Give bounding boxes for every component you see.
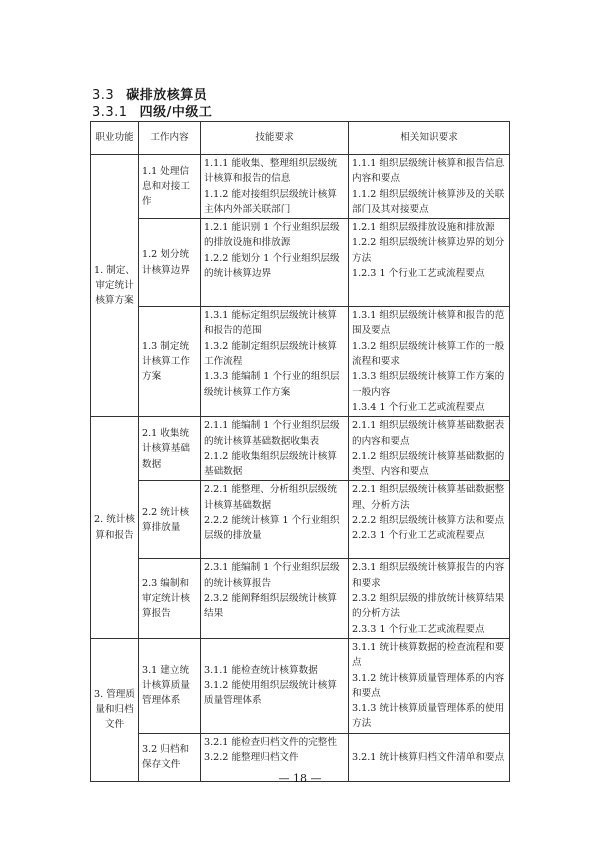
work-content-cell: 1.2 划分统计核算边界 — [139, 219, 201, 307]
work-content-cell: 1.3 制定统计核算工作方案 — [139, 307, 201, 417]
table-row — [91, 638, 510, 733]
knowledge-item: 2.1.2 组织层级统计核算基础数据的类型、内容和要点 — [352, 450, 505, 478]
skill-item: 2.3.2 能阐释组织层级统计核算结果 — [204, 593, 337, 620]
knowledge-cell — [349, 481, 510, 559]
table-row — [91, 481, 510, 559]
skill-item: 1.3.1 能标定组织层级统计核算和报告的范围 — [204, 310, 337, 337]
skill-item: 1.1.2 能对接组织层级统计核算主体内外部关联部门 — [204, 188, 337, 215]
knowledge-item: 2.2.3 1 个行业工艺或流程要点 — [352, 530, 485, 542]
knowledge-item: 2.2.1 组织层级统计核算基础数据整理、分析方法 — [352, 484, 505, 511]
function-cell: 3. 管理质量和归档文件 — [91, 638, 139, 781]
skills-cell — [201, 417, 349, 481]
skill-item: 3.2.2 能整理归档文件 — [204, 752, 299, 764]
knowledge-item: 1.1.2 组织层级统计核算涉及的关联部门及其对接要点 — [352, 188, 505, 215]
knowledge-item: 2.3.3 1 个行业工艺或流程要点 — [352, 623, 485, 635]
skill-item: 1.3.3 能编制 1 个行业的组织层级统计核算工作方案 — [204, 371, 340, 398]
knowledge-item: 3.1.2 统计核算质量管理体系的内容和要点 — [352, 672, 505, 699]
skill-item: 2.2.2 能统计核算 1 个行业组织层级的排放量 — [204, 515, 340, 542]
skills-cell — [201, 638, 349, 733]
knowledge-item: 2.3.2 组织层级的排放统计核算结果的分析方法 — [352, 593, 505, 620]
skills-table — [90, 121, 510, 782]
knowledge-item: 3.1.3 统计核算质量管理体系的使用方法 — [352, 703, 505, 730]
table-header-row — [91, 122, 510, 155]
knowledge-item: 1.3.1 组织层级统计核算和报告的范围及要点 — [352, 310, 505, 337]
skills-cell — [201, 307, 349, 417]
work-content-cell: 1.1 处理信息和对接工作 — [139, 155, 201, 219]
work-content-cell: 3.1 建立统计核算质量管理体系 — [139, 638, 201, 733]
knowledge-item: 2.1.1 组织层级统计核算基础数据表的内容和要点 — [352, 420, 505, 447]
skills-cell — [201, 155, 349, 219]
knowledge-item: 3.2.1 统计核算归档文件清单和要点 — [352, 751, 505, 763]
knowledge-item: 1.3.3 组织层级统计核算工作方案的一般内容 — [352, 371, 505, 398]
table-row — [91, 307, 510, 417]
function-cell: 1. 制定、审定统计核算方案 — [91, 155, 139, 417]
skill-item: 1.1.1 能收集、整理组织层级统计核算和报告的信息 — [204, 158, 337, 185]
skills-cell — [201, 481, 349, 559]
header-knowledge-requirements: 相关知识要求 — [349, 122, 510, 155]
subsection-heading — [92, 101, 212, 120]
page-number: — 18 — — [278, 772, 322, 785]
work-content-cell: 2.1 收集统计核算基础数据 — [139, 417, 201, 481]
subsection-number: 3.3.1 — [92, 105, 128, 120]
skills-cell — [201, 219, 349, 307]
knowledge-item: 1.2.2 组织层级统计核算边界的划分方法 — [352, 237, 505, 264]
function-cell: 2. 统计核算和报告 — [91, 417, 139, 639]
header-skill-requirements: 技能要求 — [201, 122, 349, 155]
skill-item: 3.1.2 能使用组织层级统计核算质量管理体系 — [204, 680, 337, 707]
skill-item: 1.3.2 能制定组织层级统计核算工作流程 — [204, 340, 337, 368]
work-content-cell: 2.3 编制和审定统计核算报告 — [139, 559, 201, 638]
header-work-content: 工作内容 — [139, 122, 201, 155]
knowledge-cell — [349, 417, 510, 481]
skill-item: 3.2.1 能检查归档文件的完整性 — [204, 736, 337, 748]
knowledge-item: 1.1.1 组织层级统计核算和报告信息内容和要点 — [352, 158, 505, 185]
table-row — [91, 559, 510, 638]
skill-item: 3.1.1 能检查统计核算数据 — [204, 664, 318, 676]
knowledge-item: 1.2.1 组织层级排放设施和排放源 — [352, 222, 495, 234]
knowledge-cell — [349, 559, 510, 638]
skill-item: 2.2.1 能整理、分析组织层级统计核算基础数据 — [204, 484, 337, 511]
skill-item: 1.2.1 能识别 1 个行业组织层级的排放设施和排放源 — [204, 222, 340, 249]
knowledge-cell — [349, 307, 510, 417]
section-title: 碳排放核算员 — [126, 88, 208, 103]
knowledge-item: 3.1.1 统计核算数据的检查流程和要点 — [352, 641, 505, 669]
knowledge-cell — [349, 219, 510, 307]
subsection-title: 四级/中级工 — [139, 105, 213, 120]
knowledge-cell — [349, 638, 510, 733]
skill-item: 1.2.2 能划分 1 个行业组织层级的统计核算边界 — [204, 252, 340, 280]
skill-item: 2.1.1 能编制 1 个行业组织层级的统计核算基础数据收集表 — [204, 420, 340, 447]
knowledge-item: 2.3.1 组织层级统计核算报告的内容和要求 — [352, 562, 505, 589]
skills-cell — [201, 559, 349, 638]
header-function: 职业功能 — [91, 122, 139, 155]
knowledge-item: 1.3.4 1 个行业工艺或流程要点 — [352, 401, 485, 413]
skill-item: 2.3.1 能编制 1 个行业组织层级的统计核算报告 — [204, 562, 340, 589]
knowledge-item: 1.3.2 组织层级统计核算工作的一般流程和要求 — [352, 340, 505, 368]
knowledge-item: 1.2.3 1 个行业工艺或流程要点 — [352, 268, 485, 280]
work-content-cell: 3.2 归档和保存文件 — [139, 733, 201, 781]
table-row — [91, 417, 510, 481]
table-row — [91, 155, 510, 219]
knowledge-item: 2.2.2 组织层级统计核算方法和要点 — [352, 515, 505, 527]
skill-item: 2.1.2 能收集组织层级统计核算基础数据 — [204, 450, 337, 478]
table-row — [91, 219, 510, 307]
knowledge-cell — [349, 155, 510, 219]
work-content-cell: 2.2 统计核算排放量 — [139, 481, 201, 559]
section-number: 3.3 — [92, 88, 115, 103]
